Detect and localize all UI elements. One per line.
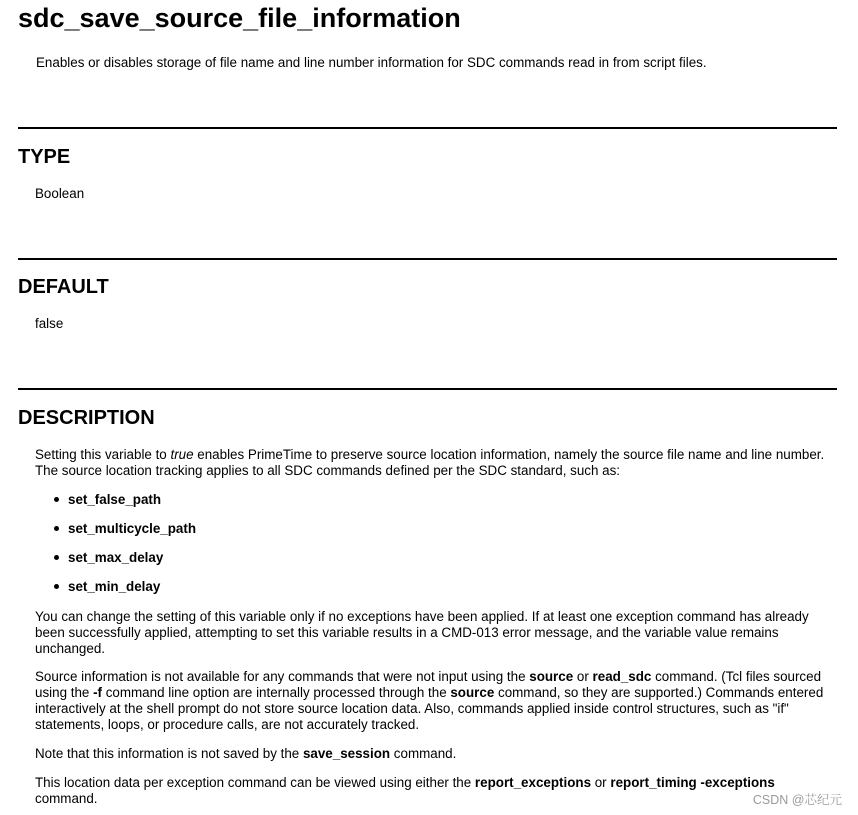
description-paragraph-2: You can change the setting of this variable only if no exceptions have been applied. If at least one exception command has already been successfully applied, attempting to set this variable results in a CMD-013 error message, and the variable value remains unchanged. xyxy=(35,609,809,656)
bullet-dot-icon xyxy=(54,526,59,531)
description-paragraph-1: Setting this variable to true enables PrimeTime to preserve source location information, namely the source file name and line number. The source location tracking applies to all SDC commands defined per the SDC standard, such as: xyxy=(35,447,825,478)
bullet-item: set_false_path xyxy=(54,492,161,507)
section-divider xyxy=(18,127,837,129)
description-paragraph-4: Note that this information is not saved by the save_session command. xyxy=(35,746,457,761)
default-value: false xyxy=(35,316,64,331)
bullet-item: set_multicycle_path xyxy=(54,521,196,536)
bullet-dot-icon xyxy=(54,555,59,560)
type-value: Boolean xyxy=(35,186,85,201)
description-paragraph-3: Source information is not available for any commands that were not input using the source or read_sdc command. (Tcl files sourced using the -f command line option are internally processed through the source command, so they are supported.) Commands entered interactively at the shell prompt do not store source location data. Also, commands applied inside control structures, such as "if" statements, loops, or procedure calls, are not accurately tracked. xyxy=(35,669,824,732)
description-heading: DESCRIPTION xyxy=(18,407,155,429)
section-divider xyxy=(18,258,837,260)
watermark: CSDN @芯纪元 xyxy=(752,793,842,807)
section-divider xyxy=(18,388,837,390)
bullet-item: set_min_delay xyxy=(54,579,160,594)
bullet-item: set_max_delay xyxy=(54,550,163,565)
bullet-dot-icon xyxy=(54,497,59,502)
type-heading: TYPE xyxy=(18,146,71,168)
summary-text: Enables or disables storage of file name and line number information for SDC commands read in from script files. xyxy=(36,55,707,70)
description-paragraph-5: This location data per exception command can be viewed using either the report_exceptions or report_timing -exceptions command. xyxy=(35,775,775,806)
page-title: sdc_save_source_file_information xyxy=(18,3,461,33)
bullet-dot-icon xyxy=(54,584,59,589)
default-heading: DEFAULT xyxy=(18,276,109,298)
